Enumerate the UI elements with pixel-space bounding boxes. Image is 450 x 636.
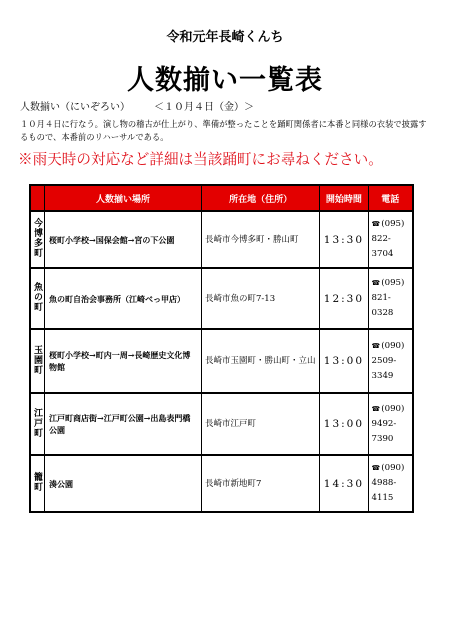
address-cell: 長崎市魚の町7-13 <box>202 269 320 330</box>
tel-last: 4115 <box>371 493 394 503</box>
tel-last: 3704 <box>371 249 394 259</box>
town-cell <box>31 269 45 330</box>
town-name: 江戸町 <box>32 407 42 438</box>
tel-cell <box>369 330 412 394</box>
phone-icon: ☎ <box>371 220 381 228</box>
event-date: ＜１０月４日（金）＞ <box>154 102 254 113</box>
tel-area: (090) <box>381 403 405 414</box>
header-address: 所在地（住所） <box>202 186 320 212</box>
phone-icon: ☎ <box>371 341 381 350</box>
header-time: 開始時間 <box>320 186 368 212</box>
town-name: 籠町 <box>32 472 42 492</box>
address-cell: 長崎市玉園町・勝山町・立山 <box>202 330 320 394</box>
tel-cell <box>369 394 412 456</box>
route-cell: 桜町小学校→国保会館→宮の下公園 <box>45 212 202 269</box>
header-route: 人数揃い場所 <box>45 186 202 212</box>
address-cell: 長崎市新地町7 <box>202 456 320 511</box>
table-row <box>31 456 412 511</box>
header-town <box>31 186 45 212</box>
town-cell <box>31 456 45 511</box>
tel-cell <box>369 212 412 269</box>
tel-last: 3349 <box>371 370 394 381</box>
tel-area: (090) <box>381 340 405 351</box>
time-cell: 13:30 <box>320 212 368 269</box>
page-title: 人数揃い一覧表 <box>127 65 323 96</box>
event-line <box>20 98 254 113</box>
table-header-row <box>31 186 412 212</box>
event-name: 人数揃い（にいぞろい） <box>20 102 130 113</box>
tel-mid: 9492- <box>371 418 397 429</box>
tel-cell <box>369 269 412 330</box>
rain-notice: ※雨天時の対応など詳細は当該踊町にお尋ねください。 <box>18 151 383 168</box>
schedule-table <box>29 184 414 513</box>
table-row <box>31 330 412 394</box>
intro-text: １０月４日に行なう。演し物の稽古が仕上がり、準備が整ったことを踊町関係者に本番と同様の衣装で披露するもので、本番前のリハーサルである。 <box>20 119 427 142</box>
route-cell: 湊公園 <box>45 456 202 511</box>
route-cell: 魚の町自治会事務所（江崎べっ甲店） <box>45 269 202 330</box>
tel-last: 0328 <box>371 308 394 318</box>
tel-cell <box>369 456 412 511</box>
town-cell <box>31 212 45 269</box>
tel-mid: 2509- <box>371 355 397 366</box>
header-tel: 電話 <box>369 186 412 212</box>
table-row <box>31 269 412 330</box>
table-row <box>31 394 412 456</box>
time-cell: 14:30 <box>320 456 368 511</box>
tel-mid: 822- <box>371 234 391 244</box>
tel-area: (095) <box>381 219 405 229</box>
tel-last: 7390 <box>371 433 394 444</box>
town-name: 魚の町 <box>32 282 42 312</box>
time-cell: 13:00 <box>320 330 368 394</box>
address-cell: 長崎市今博多町・勝山町 <box>202 212 320 269</box>
tel-mid: 4988- <box>371 478 397 488</box>
table-row <box>31 212 412 269</box>
phone-icon: ☎ <box>371 404 381 413</box>
address-cell: 長崎市江戸町 <box>202 394 320 456</box>
tel-mid: 821- <box>371 293 391 303</box>
town-cell <box>31 394 45 456</box>
event-subtitle: 令和元年長崎くんち <box>166 30 284 45</box>
time-cell: 12:30 <box>320 269 368 330</box>
town-name: 玉園町 <box>32 344 42 375</box>
town-cell <box>31 330 45 394</box>
time-cell: 13:00 <box>320 394 368 456</box>
tel-area: (090) <box>381 463 405 473</box>
route-cell: 江戸町商店街→江戸町公園→出島表門橋公園 <box>45 394 202 456</box>
town-name: 今博多町 <box>32 218 42 258</box>
tel-area: (095) <box>381 278 405 288</box>
phone-icon: ☎ <box>371 464 381 472</box>
route-cell: 桜町小学校→町内一周→長崎歴史文化博物館 <box>45 330 202 394</box>
phone-icon: ☎ <box>371 279 381 287</box>
